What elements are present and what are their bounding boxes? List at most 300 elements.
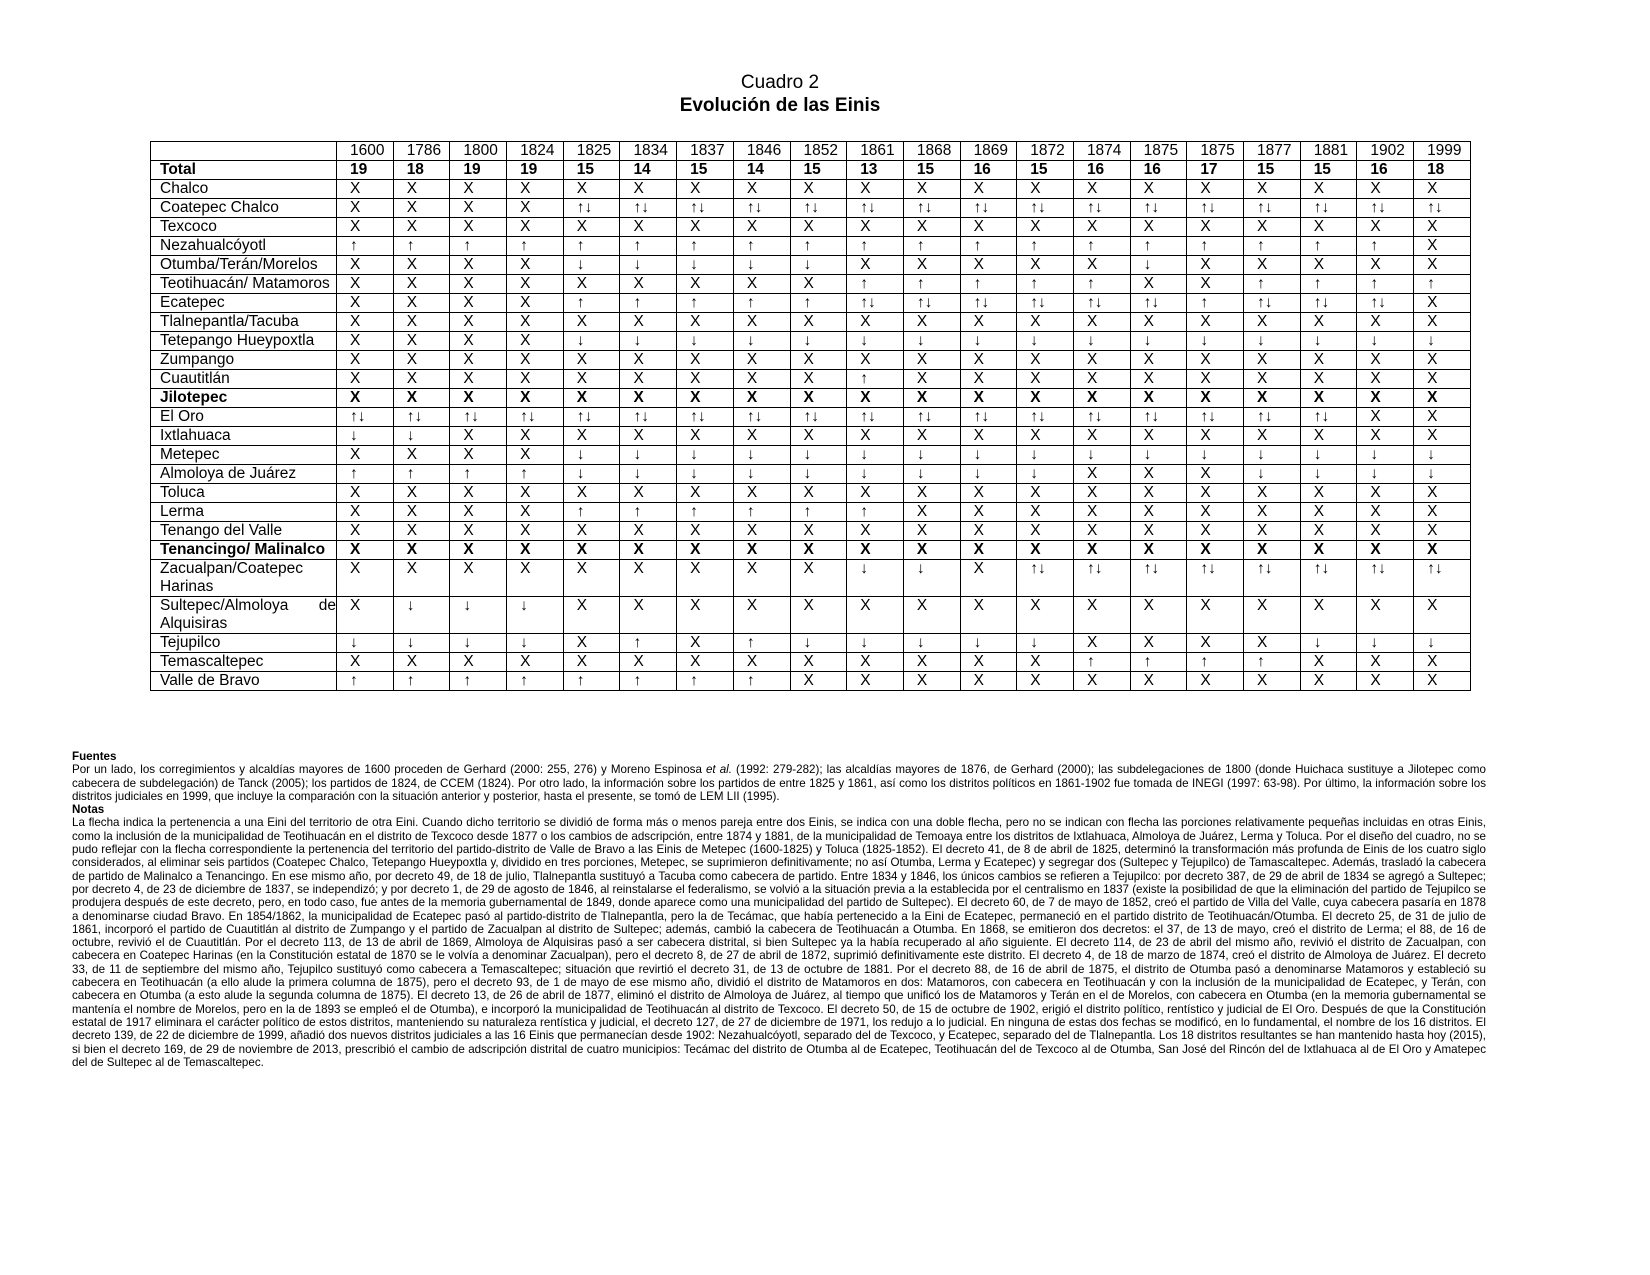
table-cell: ↓ — [337, 427, 394, 446]
table-cell: X — [507, 313, 564, 332]
table-cell: X — [1414, 180, 1471, 199]
table-cell: X — [790, 541, 847, 560]
table-cell: X — [563, 313, 620, 332]
table-cell: X — [563, 484, 620, 503]
table-cell: ↓ — [903, 634, 960, 653]
table-cell: X — [790, 370, 847, 389]
table-cell: X — [1073, 313, 1130, 332]
table-cell: ↑↓ — [1244, 408, 1301, 427]
table-cell: X — [1300, 389, 1357, 408]
table-cell: X — [337, 332, 394, 351]
table-cell: X — [337, 256, 394, 275]
table-cell: X — [393, 294, 450, 313]
table-cell: X — [1414, 522, 1471, 541]
table-cell: ↑ — [507, 672, 564, 691]
table-cell: X — [903, 597, 960, 634]
corner-cell — [151, 142, 337, 161]
table-cell: ↓ — [790, 256, 847, 275]
table-cell: ↑ — [563, 672, 620, 691]
table-cell: X — [620, 427, 677, 446]
table-cell: ↓ — [960, 332, 1017, 351]
table-cell: X — [507, 275, 564, 294]
table-cell: X — [450, 180, 507, 199]
table-cell: X — [563, 653, 620, 672]
table-cell: X — [733, 275, 790, 294]
table-cell: ↑ — [1414, 275, 1471, 294]
table-cell: X — [1187, 275, 1244, 294]
table-cell: X — [507, 503, 564, 522]
table-cell: X — [1187, 180, 1244, 199]
table-cell: X — [1130, 370, 1187, 389]
table-cell: X — [507, 653, 564, 672]
table-cell: ↓ — [1244, 446, 1301, 465]
table-cell: X — [1017, 503, 1074, 522]
table-row — [151, 427, 1471, 446]
table-cell: ↓ — [1073, 332, 1130, 351]
table-cell: 18 — [1414, 161, 1471, 180]
table-cell: 15 — [903, 161, 960, 180]
table-cell: X — [1130, 427, 1187, 446]
table-cell: X — [903, 313, 960, 332]
table-cell: X — [450, 294, 507, 313]
table-cell: X — [507, 180, 564, 199]
table-cell: ↓ — [563, 446, 620, 465]
table-cell: X — [903, 653, 960, 672]
table-cell: X — [1187, 597, 1244, 634]
year-header: 1852 — [790, 142, 847, 161]
table-cell: ↓ — [620, 256, 677, 275]
row-label: Ixtlahuaca — [151, 427, 337, 446]
table-cell: X — [393, 503, 450, 522]
table-cell: X — [677, 218, 734, 237]
table-cell: X — [507, 332, 564, 351]
table-cell: X — [507, 256, 564, 275]
table-cell: ↑↓ — [1300, 408, 1357, 427]
table-cell: X — [733, 313, 790, 332]
table-cell: X — [903, 541, 960, 560]
table-cell: ↑↓ — [1244, 199, 1301, 218]
table-cell: X — [450, 256, 507, 275]
table-row — [151, 256, 1471, 275]
table-cell: X — [1414, 484, 1471, 503]
table-cell: X — [1244, 672, 1301, 691]
table-cell: ↑ — [620, 634, 677, 653]
table-cell: ↑ — [620, 672, 677, 691]
table-cell: X — [393, 218, 450, 237]
table-cell: X — [903, 256, 960, 275]
table-cell: X — [507, 541, 564, 560]
table-cell: X — [847, 522, 904, 541]
table-cell: X — [903, 389, 960, 408]
table-cell: X — [960, 541, 1017, 560]
header-row — [151, 142, 1471, 161]
table-cell: X — [1244, 484, 1301, 503]
table-cell: X — [903, 351, 960, 370]
table-cell: ↑↓ — [847, 199, 904, 218]
table-cell: ↑↓ — [1357, 199, 1414, 218]
table-cell: ↑↓ — [337, 408, 394, 427]
table-cell: X — [620, 313, 677, 332]
table-cell: ↓ — [847, 332, 904, 351]
notes-section — [72, 750, 1486, 1069]
table-row — [151, 180, 1471, 199]
table-cell: ↓ — [1414, 332, 1471, 351]
table-cell: X — [337, 446, 394, 465]
table-cell: X — [903, 672, 960, 691]
table-cell: X — [1357, 408, 1414, 427]
sources-text — [72, 763, 1486, 803]
table-cell: X — [620, 275, 677, 294]
table-cell: X — [337, 313, 394, 332]
table-cell: X — [733, 522, 790, 541]
table-cell: X — [847, 218, 904, 237]
table-cell: X — [1244, 256, 1301, 275]
table-cell: X — [677, 597, 734, 634]
table-cell: ↑ — [1244, 653, 1301, 672]
table-cell: X — [1017, 351, 1074, 370]
table-cell: ↓ — [393, 634, 450, 653]
table-cell: ↑↓ — [1130, 560, 1187, 597]
table-cell: ↑ — [903, 237, 960, 256]
table-cell: X — [450, 446, 507, 465]
notes-heading: Notas — [72, 803, 105, 817]
table-cell: X — [1130, 503, 1187, 522]
table-cell: ↑↓ — [1130, 408, 1187, 427]
table-cell: ↑↓ — [620, 199, 677, 218]
table-cell: ↑↓ — [1244, 560, 1301, 597]
table-cell: X — [507, 294, 564, 313]
table-cell: ↑↓ — [960, 294, 1017, 313]
table-cell: ↓ — [393, 427, 450, 446]
table-cell: 15 — [677, 161, 734, 180]
table-cell: X — [337, 370, 394, 389]
table-cell: X — [1414, 237, 1471, 256]
table-cell: X — [960, 672, 1017, 691]
table-cell: X — [1300, 370, 1357, 389]
table-cell: 15 — [790, 161, 847, 180]
table-cell: X — [393, 560, 450, 597]
table-cell: ↑↓ — [733, 408, 790, 427]
table-cell: X — [960, 484, 1017, 503]
table-row — [151, 522, 1471, 541]
table-cell: X — [960, 503, 1017, 522]
table-cell: ↑ — [733, 503, 790, 522]
table-cell: ↓ — [620, 465, 677, 484]
table-cell: ↓ — [1300, 465, 1357, 484]
table-cell: ↓ — [1414, 634, 1471, 653]
table-cell: ↑↓ — [1073, 408, 1130, 427]
table-cell: X — [1187, 541, 1244, 560]
table-cell: ↑ — [960, 237, 1017, 256]
table-cell: X — [337, 541, 394, 560]
table-cell: X — [1357, 653, 1414, 672]
table-row — [151, 597, 1471, 634]
table-cell: X — [960, 313, 1017, 332]
table-cell: X — [450, 653, 507, 672]
table-cell: X — [563, 560, 620, 597]
table-cell: X — [847, 389, 904, 408]
table-cell: ↑ — [733, 237, 790, 256]
notes-text: La flecha indica la pertenencia a una Eini del territorio de otra Eini. Cuando dicho territorio se dividió de forma más o menos pareja entre dos Einis, se indica con una doble flecha, pero no se indican con flecha las porciones relativamente pequeñas incluidas en otras Einis, como la inclusión de la municipalidad de Teotihuacán en el distrito de Texcoco desde 1877 o los cambios de adscripción, entre 1874 y 1881, de la municipalidad de Temoaya entre los distritos de Ixtlahuaca, Almoloya de Juárez, Lerma y Toluca. Por el diseño del cuadro, no se pudo reflejar con la flecha correspondiente la pertenencia del territorio del partido-distrito de Valle de Bravo a las Einis de Metepec (1600-1825) y Toluca (1825-1852). El decreto 41, de 8 de abril de 1825, determinó la transformación más profunda de Einis de los cuatro siglo considerados, al eliminar seis partidos (Coatepec Chalco, Tetepango Hueypoxtla y, dividido en tres porciones, Metepec, se suprimieron definitivamente; no así Otumba, Lerma y Ecatepec) y segregar dos (Sultepec y Tejupilco) de Tamascaltepec. Además, trasladó la cabecera de partido de Malinalco a Tenancingo. En ese mismo año, por decreto 49, de 18 de julio, Tlalnepantla sustituyó a Tacuba como cabecera de partido. Entre 1834 y 1846, los únicos cambios se refieren a Tejupilco: por decreto 387, de 29 de abril de 1834 se agregó a Sultepec; por decreto 4, de 23 de diciembre de 1837, se independizó; y por decreto 1, de 29 de agosto de 1846, al reinstalarse el federalismo, se volvió a la situación previa a la establecida por el centralismo en 1837 (existe la posibilidad de que la eliminación del partido de Tejupilco se produjera después de este decreto, pero, en todo caso, fue antes de la memoria gubernamental de 1849, donde aparece como una municipalidad del partido de Sultepec). El decreto 60, de 7 de mayo de 1852, creó el partido de Villa del Valle, cuya cabecera pasaría en 1878 a denominarse ciudad Bravo. En 1854/1862, la municipalidad de Ecatepec pasó al partido-distrito de Tlalnepantla, pero la de Tecámac, que había pertenecido a la Eini de Ecatepec, permaneció en el partido distrito de Teotihuacán/Otumba. El decreto 25, de 31 de julio de 1861, incorporó el partido de Cuautitlán al distrito de Zumpango y el partido de Zacualpan al distrito de Sultepec; además, cambió la cabecera de Teotihuacán a Otumba. En 1868, se emitieron dos decretos: el 37, de 13 de mayo, creó el distrito de Lerma; el 88, de 16 de octubre, revivió el de Cuautitlán. Por el decreto 113, de 13 de abril de 1869, Almoloya de Alquisiras pasó a ser cabecera distrital, si bien Sultepec ya la había recuperado al año siguiente. El decreto 114, de 23 de abril del mismo año, revivió el distrito de Zacualpan, con cabecera en Coatepec Harinas (en la Constitución estatal de 1870 se le volvía a denominar Zacualpan), pero el decreto 8, de 27 de abril de 1872, suprimió definitivamente este distrito. El decreto 4, de 18 de marzo de 1874, creó el distrito de Almoloya de Juárez. El decreto 33, de 11 de septiembre del mismo año, Tejupilco sustituyó como cabecera a Temascaltepec; situación que revirtió el decreto 31, de 13 de octubre de 1881. Por el decreto 88, de 16 de abril de 1875, el distrito de Otumba pasó a denominarse Matamoros y estableció su cabecera en Teotihuacán (a ello alude la primera columna de 1875), pero el decreto 93, de 1 de mayo de ese mismo año, dividió el distrito de Matamoros en dos: Matamoros, con cabecera en Teotihuacán y con la inclusión de la municipalidad de Ecatepec, y Terán, con cabecera en Otumba (a esto alude la segunda columna de 1875). El decreto 13, de 26 de abril de 1877, eliminó el distrito de Almoloya de Juárez, al tiempo que unificó los de Matamoros y Terán en el de Morelos, con cabecera en Otumba (en la memoria gubernamental se mantenía el nombre de Morelos, pero en la de 1893 se empleó el de Otumba), e incorporó la municipalidad de Teotihuacán al distrito de Texcoco. El decreto 50, de 15 de octubre de 1902, erigió el distrito político, rentístico y judicial de El Oro. Después de que la Constitución estatal de 1917 eliminara el carácter político de estos distritos, manteniendo su naturaleza rentística y judicial, el decreto 127, de 27 de diciembre de 1971, los redujo a lo judicial. En ninguna de estas dos fechas se modificó, en lo fundamental, el nombre de los 16 distritos. El decreto 139, de 22 de diciembre de 1999, añadió dos nuevos distritos judiciales a las 16 Einis que permanecían desde 1902: Nezahualcóyotl, separado del de Texcoco, y Ecatepec, separado del de Tlalnepantla. Los 18 distritos resultantes se han mantenido hasta hoy (2015), si bien el decreto 169, de 29 de noviembre de 2013, prescribió el cambio de adscripción distrital de cuatro municipios: Tecámac del distrito de Otumba al de Ecatepec, Teotihuacán del de Texcoco al de Otumba, San José del Rincón del de Ixtlahuaca al de El Oro y Amatepec del de Sultepec al de Temascaltepec. — [72, 816, 1486, 1069]
table-cell: ↓ — [1244, 332, 1301, 351]
table-cell: X — [1300, 541, 1357, 560]
table-row — [151, 313, 1471, 332]
table-cell: ↑ — [563, 294, 620, 313]
table-cell: X — [450, 541, 507, 560]
table-caption: Cuadro 2 — [740, 72, 820, 93]
year-header: 1600 — [337, 142, 394, 161]
table-row — [151, 465, 1471, 484]
table-cell: X — [847, 427, 904, 446]
table-cell: 19 — [337, 161, 394, 180]
row-label: Almoloya de Juárez — [151, 465, 337, 484]
table-row — [151, 484, 1471, 503]
table-cell: X — [847, 351, 904, 370]
table-cell: ↑↓ — [733, 199, 790, 218]
table-cell: ↑↓ — [1357, 294, 1414, 313]
table-cell: X — [393, 180, 450, 199]
table-cell: X — [1300, 503, 1357, 522]
table-cell: X — [1414, 218, 1471, 237]
table-cell: X — [1187, 256, 1244, 275]
table-cell: ↓ — [960, 634, 1017, 653]
year-header: 1869 — [960, 142, 1017, 161]
table-cell: X — [903, 484, 960, 503]
table-cell: X — [507, 370, 564, 389]
table-cell: ↑↓ — [1073, 199, 1130, 218]
table-cell: X — [903, 218, 960, 237]
table-cell: ↑↓ — [960, 199, 1017, 218]
table-cell: X — [337, 351, 394, 370]
table-cell: ↑ — [1244, 275, 1301, 294]
table-cell: X — [733, 597, 790, 634]
table-cell: X — [450, 560, 507, 597]
table-row — [151, 294, 1471, 313]
table-cell: X — [1244, 218, 1301, 237]
table-row — [151, 634, 1471, 653]
row-label: Teotihuacán/ Matamoros — [151, 275, 337, 294]
table-cell: X — [563, 218, 620, 237]
table-cell: X — [1017, 597, 1074, 634]
table-cell: X — [1073, 484, 1130, 503]
year-header: 1825 — [563, 142, 620, 161]
table-cell: X — [1244, 427, 1301, 446]
table-cell: X — [1187, 672, 1244, 691]
table-cell: X — [847, 597, 904, 634]
table-cell: X — [1300, 484, 1357, 503]
table-cell: X — [733, 541, 790, 560]
table-cell: ↑ — [450, 465, 507, 484]
table-cell: ↑ — [1073, 653, 1130, 672]
table-cell: X — [1073, 389, 1130, 408]
table-cell: ↓ — [1130, 446, 1187, 465]
table-cell: X — [1187, 634, 1244, 653]
table-cell: ↑↓ — [507, 408, 564, 427]
table-cell: ↑ — [1073, 237, 1130, 256]
table-cell: ↓ — [733, 256, 790, 275]
table-cell: X — [1357, 351, 1414, 370]
table-cell: X — [733, 370, 790, 389]
table-cell: X — [1073, 503, 1130, 522]
table-cell: ↓ — [677, 256, 734, 275]
table-cell: X — [393, 332, 450, 351]
table-cell: X — [1017, 672, 1074, 691]
table-cell: X — [1357, 256, 1414, 275]
table-cell: ↓ — [1244, 465, 1301, 484]
table-cell: X — [337, 180, 394, 199]
table-cell: X — [450, 389, 507, 408]
table-cell: X — [337, 503, 394, 522]
table-cell: X — [903, 180, 960, 199]
table-cell: ↓ — [903, 332, 960, 351]
table-cell: X — [393, 370, 450, 389]
row-label: Total — [151, 161, 337, 180]
table-cell: X — [1187, 427, 1244, 446]
table-cell: X — [1017, 180, 1074, 199]
table-cell: ↑↓ — [563, 199, 620, 218]
table-cell: ↓ — [903, 560, 960, 597]
table-cell: X — [1187, 370, 1244, 389]
table-cell: X — [677, 484, 734, 503]
year-header: 1837 — [677, 142, 734, 161]
table-cell: X — [1357, 484, 1414, 503]
table-cell: ↓ — [960, 465, 1017, 484]
table-cell: X — [903, 370, 960, 389]
table-cell: X — [733, 560, 790, 597]
table-cell: X — [1073, 634, 1130, 653]
sources-text-em: et al. — [705, 763, 732, 777]
table-cell: X — [1187, 218, 1244, 237]
table-cell: X — [507, 389, 564, 408]
table-cell: ↓ — [1300, 446, 1357, 465]
table-cell: X — [1130, 672, 1187, 691]
table-cell: X — [620, 484, 677, 503]
table-cell: ↑↓ — [1300, 199, 1357, 218]
table-cell: X — [337, 522, 394, 541]
table-cell: X — [620, 370, 677, 389]
table-cell: ↑↓ — [1130, 199, 1187, 218]
table-cell: X — [1244, 313, 1301, 332]
table-cell: X — [1357, 672, 1414, 691]
table-cell: ↑↓ — [790, 408, 847, 427]
table-cell: ↑ — [337, 465, 394, 484]
table-cell: ↓ — [1017, 634, 1074, 653]
year-header: 1875 — [1130, 142, 1187, 161]
table-row — [151, 161, 1471, 180]
table-cell: X — [337, 294, 394, 313]
table-cell: ↑ — [677, 672, 734, 691]
table-cell: ↑ — [337, 672, 394, 691]
table-cell: X — [1187, 503, 1244, 522]
table-cell: ↑ — [847, 503, 904, 522]
table-cell: ↓ — [903, 446, 960, 465]
table-cell: X — [1244, 522, 1301, 541]
table-cell: X — [1130, 465, 1187, 484]
table-row — [151, 672, 1471, 691]
table-row — [151, 653, 1471, 672]
table-cell: X — [1130, 313, 1187, 332]
table-cell: ↑ — [847, 370, 904, 389]
table-cell: 16 — [1073, 161, 1130, 180]
table-cell: X — [677, 634, 734, 653]
table-cell: ↑ — [620, 237, 677, 256]
table-row — [151, 389, 1471, 408]
table-cell: X — [733, 427, 790, 446]
table-row — [151, 332, 1471, 351]
table-cell: ↑ — [1130, 653, 1187, 672]
table-cell: 15 — [1244, 161, 1301, 180]
table-cell: X — [337, 560, 394, 597]
table-cell: ↓ — [790, 634, 847, 653]
table-row — [151, 218, 1471, 237]
table-cell: X — [1357, 427, 1414, 446]
table-cell: ↑ — [790, 503, 847, 522]
row-label: Otumba/Terán/Morelos — [151, 256, 337, 275]
row-label: Tenango del Valle — [151, 522, 337, 541]
sources-text-a: Por un lado, los corregimientos y alcaldías mayores de 1600 proceden de Gerhard (2000: 255, 276) y Moreno Espinosa — [72, 763, 706, 777]
table-cell: ↑↓ — [450, 408, 507, 427]
table-cell: X — [1244, 597, 1301, 634]
table-cell: ↓ — [1357, 446, 1414, 465]
year-header: 1824 — [507, 142, 564, 161]
row-label: Zumpango — [151, 351, 337, 370]
table-cell: X — [337, 275, 394, 294]
row-label: Metepec — [151, 446, 337, 465]
table-cell: 19 — [507, 161, 564, 180]
table-cell: ↑ — [393, 672, 450, 691]
table-cell: X — [1073, 218, 1130, 237]
table-cell: X — [337, 653, 394, 672]
table-cell: ↓ — [1300, 634, 1357, 653]
table-cell: X — [790, 218, 847, 237]
table-cell: ↑ — [393, 237, 450, 256]
table-cell: ↑ — [1300, 237, 1357, 256]
table-cell: X — [903, 522, 960, 541]
table-cell: ↓ — [1414, 446, 1471, 465]
table-cell: X — [337, 597, 394, 634]
table-cell: ↓ — [960, 446, 1017, 465]
table-cell: ↑↓ — [903, 294, 960, 313]
table-cell: ↑↓ — [1414, 560, 1471, 597]
table-cell: X — [393, 351, 450, 370]
table-cell: X — [733, 389, 790, 408]
table-cell: X — [450, 218, 507, 237]
table-cell: X — [563, 389, 620, 408]
table-cell: X — [790, 180, 847, 199]
table-cell: X — [960, 560, 1017, 597]
table-cell: ↑↓ — [1073, 294, 1130, 313]
table-cell: ↓ — [1130, 256, 1187, 275]
table-cell: X — [393, 389, 450, 408]
table-cell: X — [1130, 541, 1187, 560]
table-cell: ↓ — [1414, 465, 1471, 484]
year-header: 1881 — [1300, 142, 1357, 161]
table-cell: ↓ — [1017, 465, 1074, 484]
table-cell: ↑↓ — [1187, 560, 1244, 597]
table-cell: ↑ — [1187, 294, 1244, 313]
table-cell: ↓ — [1130, 332, 1187, 351]
table-cell: ↑ — [1357, 275, 1414, 294]
table-cell: ↑ — [903, 275, 960, 294]
table-cell: X — [1017, 218, 1074, 237]
table-cell: X — [1017, 370, 1074, 389]
table-cell: X — [677, 351, 734, 370]
row-label: Toluca — [151, 484, 337, 503]
table-cell: ↓ — [847, 560, 904, 597]
table-cell: X — [337, 218, 394, 237]
row-label: Jilotepec — [151, 389, 337, 408]
table-cell: X — [847, 313, 904, 332]
